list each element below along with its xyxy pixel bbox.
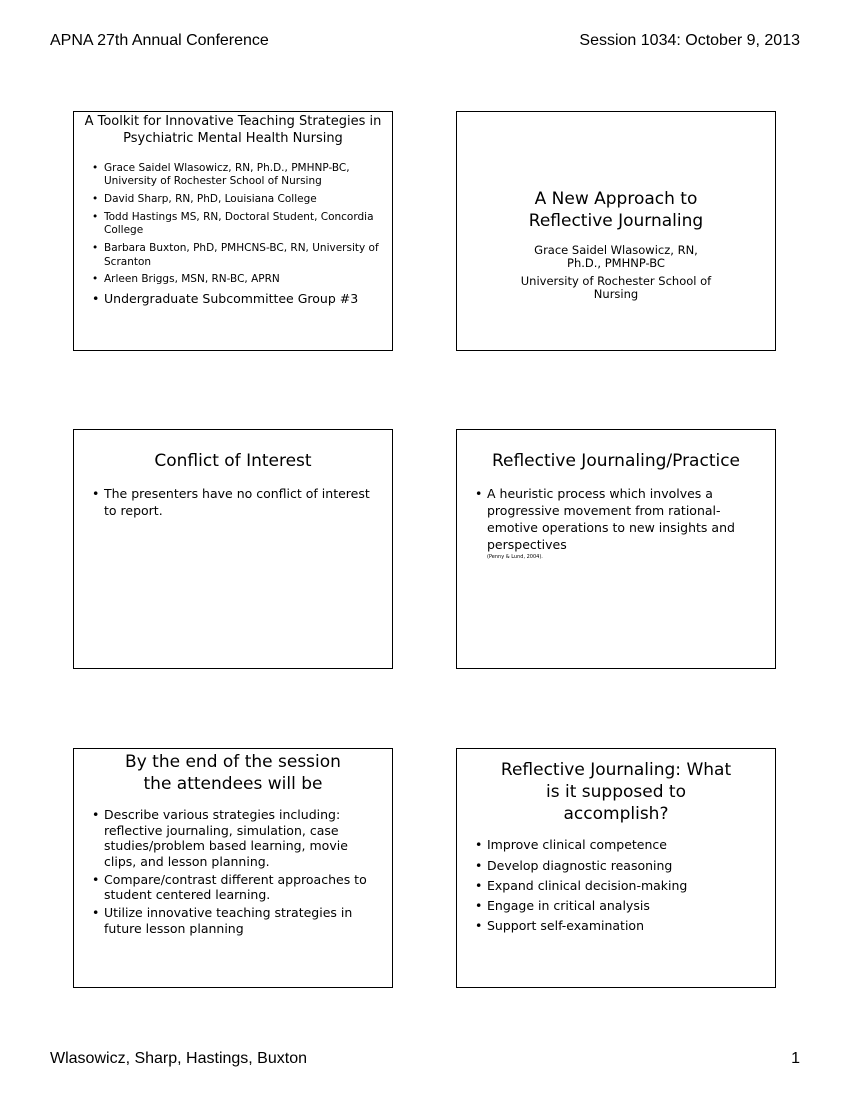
list-item: • Grace Saidel Wlasowicz, RN, Ph.D., PMHNP-BC, University of Rochester School of Nursing: [90, 162, 382, 189]
list-item: • Arleen Briggs, MSN, RN-BC, APRN: [90, 273, 382, 287]
header-title: APNA 27th Annual Conference: [50, 32, 269, 49]
list-item: • Describe various strategies including: reflective journaling, simulation, case studies/problem based learning, movie clips, and lesson planning.: [90, 807, 376, 870]
list-item: • Barbara Buxton, PhD, PMHCNS-BC, RN, University of Scranton: [90, 242, 382, 269]
list-item: • Improve clinical competence: [473, 837, 759, 853]
slide-title: A Toolkit for Innovative Teaching Strategies in Psychiatric Mental Health Nursing: [84, 114, 382, 146]
slide-title: Reflective Journaling/Practice: [491, 451, 741, 471]
bullet-list: [90, 486, 372, 520]
slide-title: By the end of the session the attendees will be: [125, 752, 341, 795]
list-item: • David Sharp, RN, PhD, Louisiana College: [90, 193, 382, 207]
list-item: • Support self-examination: [473, 918, 759, 934]
list-item: • Compare/contrast different approaches to student centered learning.: [90, 872, 376, 903]
slide-title-card: [456, 111, 776, 351]
slide-title: Reflective Journaling: What is it supposed to accomplish?: [500, 760, 732, 825]
list-item: • Todd Hastings MS, RN, Doctoral Student, Concordia College: [90, 211, 382, 238]
slide-title: A New Approach to Reflective Journaling: [528, 189, 704, 232]
bullet-list: [473, 837, 759, 934]
list-item: • The presenters have no conflict of interest to report.: [90, 486, 372, 520]
list-item: • Develop diagnostic reasoning: [473, 858, 759, 874]
presenter-list: [90, 162, 382, 307]
slide-conflict: [73, 429, 393, 669]
header-session: Session 1034: October 9, 2013: [579, 32, 800, 49]
slide-toolkit: [73, 111, 393, 351]
page-number: 1: [791, 1050, 800, 1067]
slide-objectives: [73, 748, 393, 988]
list-item: • Expand clinical decision-making: [473, 878, 759, 894]
list-item: • Utilize innovative teaching strategies in future lesson planning: [90, 905, 376, 936]
list-item: • Engage in critical analysis: [473, 898, 759, 914]
presenter-name: Grace Saidel Wlasowicz, RN, Ph.D., PMHNP-BC: [534, 243, 698, 271]
presenter-affiliation: University of Rochester School of Nursing: [520, 273, 712, 301]
slide-title: Conflict of Interest: [154, 451, 312, 471]
list-item: • Undergraduate Subcommittee Group #3: [90, 291, 382, 307]
list-item: • A heuristic process which involves a progressive movement from rational-emotive operations to new insights and perspectives: [473, 486, 759, 554]
bullet-list: [90, 807, 376, 936]
slide-accomplish: [456, 748, 776, 988]
citation: (Penny & Lund, 2004).: [487, 553, 543, 560]
slide-reflective-practice: [456, 429, 776, 669]
footer-authors: Wlasowicz, Sharp, Hastings, Buxton: [50, 1050, 307, 1067]
bullet-list: [473, 486, 759, 554]
